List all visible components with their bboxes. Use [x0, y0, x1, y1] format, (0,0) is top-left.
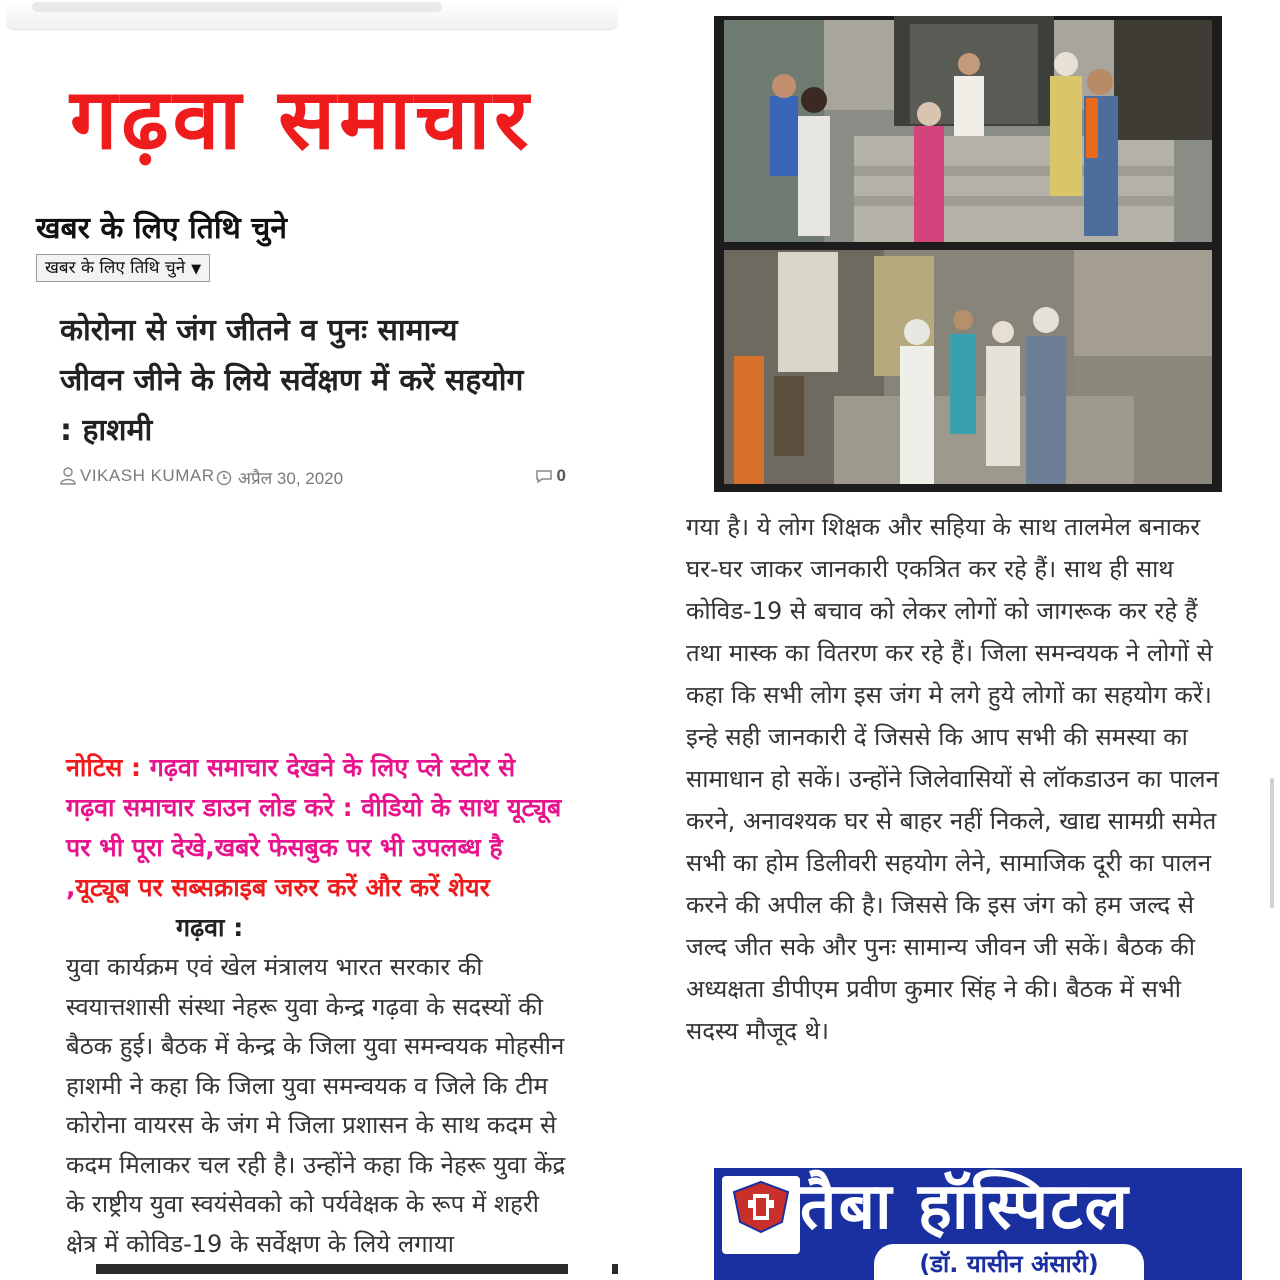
group-photo-icon	[724, 16, 1212, 242]
doctor-name: (डॉ. यासीन अंसारी)	[874, 1244, 1144, 1280]
article-author[interactable]	[60, 466, 214, 486]
comment-count: 0	[556, 466, 566, 485]
url-bar-remnant	[32, 2, 442, 12]
article-body-left: युवा कार्यक्रम एवं खेल मंत्रालय भारत सरकार की स्वयात्तशासी संस्था नेहरू युवा केन्द्र गढ़वा के सदस्यों की बैठक हुई। बैठक में केन्द्र के जिला युवा समन्वयक मोहसीन हाशमी ने कहा कि जिला युवा समन्वयक व जिले कि टीम कोरोना वायरस के जंग मे जिला प्रशासन के साथ कदम से कदम मिलाकर चल रही है। उन्होंने कहा कि नेहरू युवा केंद्र के राष्ट्रीय युवा स्वयंसेवको को पर्यवेक्षक के रूप में शहरी क्षेत्र में कोविड-19 के सर्वेक्षण के लिये लगाया	[66, 953, 566, 1258]
user-icon	[60, 467, 76, 485]
browser-top-shadow	[6, 0, 618, 30]
notice-text-1: गढ़वा समाचार देखने के लिए प्ले स्टोर से गढ़वा समाचार डाउन लोड करे : वीडियो के साथ यूट्यूब पर भी पूरा देखे,खबरे फेसबुक पर भी उपलब्ध है ,	[66, 753, 562, 902]
archive-select-value: खबर के लिए तिथि चुने	[45, 258, 186, 278]
notice-block	[66, 748, 566, 948]
article-body-right: गया है। ये लोग शिक्षक और सहिया के साथ तालमेल बनाकर घर-घर जाकर जानकारी एकत्रित कर रहे हैं। साथ ही साथ कोविड-19 से बचाव को लेकर लोगों को जागरूक कर रहे हैं तथा मास्क का वितरण कर रहे हैं। जिला समन्वयक ने लोगों से कहा कि सभी लोग इस जंग मे लगे हुये लोगों का सहयोग करें। इन्हे सही जानकारी दें जिससे कि आप सभी की समस्या का सामाधान हो सकें। उन्होंने जिलेवासियों से लॉकडाउन का पालन करने, अनावश्यक घर से बाहर नहीं निकले, खाद्य सामग्री समेत सभी का होम डिलीवरी सहयोग लेने, सामाजिक दूरी का पालन करने की अपील की है। जिससे कि इस जंग को हम जल्द से जल्द जीत सके और पुनः सामान्य जीवन जी सकें। बैठक की अध्यक्षता डीपीएम प्रवीण कुमार सिंह ने की। बैठक में सभी सदस्य मौजूद थे।	[686, 513, 1219, 1045]
archive-heading: खबर के लिए तिथि चुने	[36, 211, 287, 246]
street-photo-icon	[724, 250, 1212, 484]
comment-bubble-icon	[535, 468, 553, 484]
notice-label: नोटिस :	[66, 753, 150, 782]
comment-count-link[interactable]	[535, 466, 566, 486]
notice-text-2: यूट्यूब पर सब्सक्राइब जरुर करें और करें शेयर	[75, 873, 490, 902]
author-name: VIKASH KUMAR	[80, 466, 215, 485]
archive-date-select[interactable]	[36, 254, 210, 282]
clock-icon	[216, 470, 232, 486]
hospital-ad-banner[interactable]	[714, 1168, 1242, 1280]
article-photo-collage	[714, 16, 1222, 492]
hospital-name: तैबा हॉस्पिटल	[800, 1170, 1130, 1244]
site-logo[interactable]: गढ़वा समाचार	[70, 69, 533, 168]
scrollbar[interactable]	[1270, 778, 1274, 908]
article-title: कोरोना से जंग जीतने व पुनः सामान्य जीवन जीने के लिये सर्वेक्षण में करें सहयोग : हाशमी	[60, 313, 524, 448]
article-date	[216, 466, 343, 489]
hospital-emblem-icon	[722, 1176, 800, 1254]
date-text: अप्रैल 30, 2020	[238, 469, 344, 488]
article-meta	[60, 466, 566, 492]
chevron-down-icon: ▼	[191, 262, 202, 277]
next-image-strip-edge	[612, 1264, 618, 1274]
next-image-strip	[96, 1264, 568, 1274]
dateline: गढ़वा :	[176, 913, 244, 942]
